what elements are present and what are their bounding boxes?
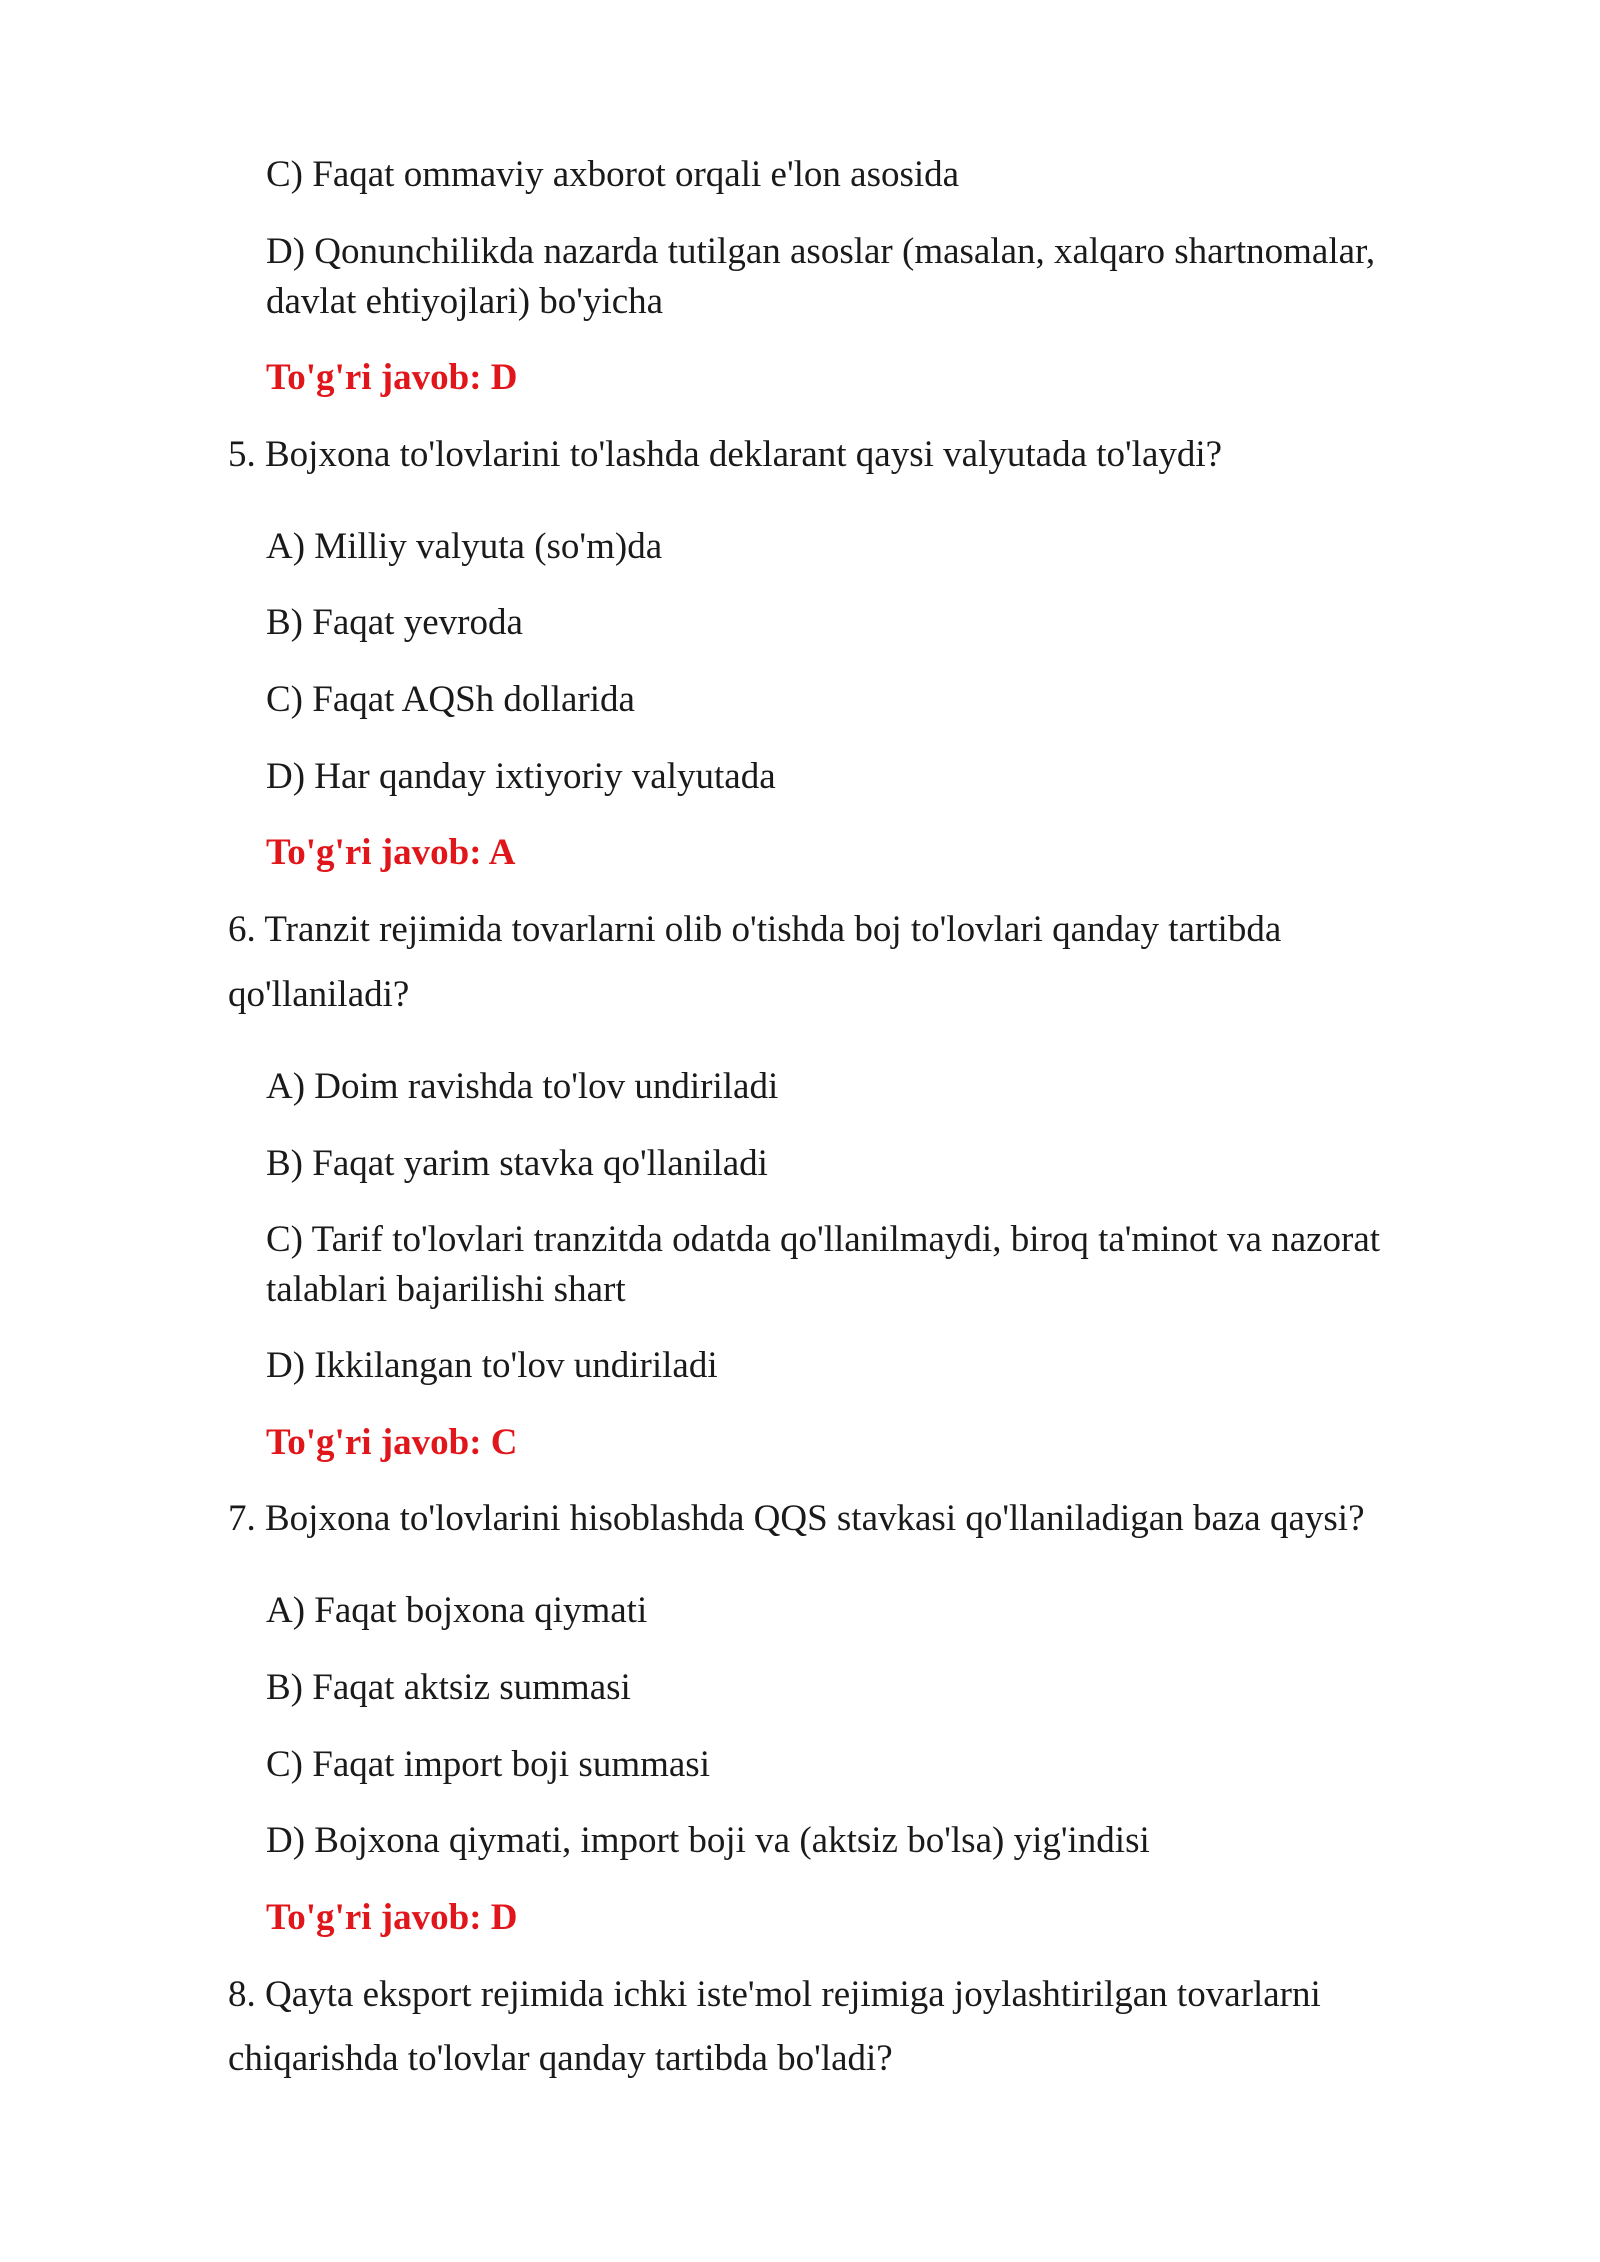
question-6: 6. Tranzit rejimida tovarlarni olib o'tishda boj to'lovlari qanday tartibda: [228, 909, 1282, 950]
question-8-continued: chiqarishda to'lovlar qanday tartibda bo'ladi?: [228, 2038, 893, 2079]
option-c-q6-continued: talablari bajarilishi shart: [266, 1269, 626, 1310]
option-d-q5: D) Har qanday ixtiyoriy valyutada: [266, 756, 776, 797]
option-b-q7: B) Faqat aktsiz summasi: [266, 1667, 631, 1708]
question-6-continued: qo'llaniladi?: [228, 974, 410, 1015]
option-c-q4: C) Faqat ommaviy axborot orqali e'lon asosida: [266, 154, 960, 195]
correct-answer-q7: To'g'ri javob: D: [266, 1897, 518, 1938]
option-d-q4-continued: davlat ehtiyojlari) bo'yicha: [266, 281, 664, 322]
option-d-q7: D) Bojxona qiymati, import boji va (aktsiz bo'lsa) yig'indisi: [266, 1820, 1150, 1861]
option-c-q5: C) Faqat AQSh dollarida: [266, 679, 635, 720]
option-c-q6: C) Tarif to'lovlari tranzitda odatda qo'llanilmaydi, biroq ta'minot va nazorat: [266, 1219, 1381, 1260]
correct-answer-q4: To'g'ri javob: D: [266, 357, 518, 398]
option-b-q6: B) Faqat yarim stavka qo'llaniladi: [266, 1143, 768, 1184]
question-5: 5. Bojxona to'lovlarini to'lashda deklarant qaysi valyutada to'laydi?: [228, 434, 1223, 475]
option-a-q6: A) Doim ravishda to'lov undiriladi: [266, 1066, 779, 1107]
question-8: 8. Qayta eksport rejimida ichki iste'mol rejimiga joylashtirilgan tovarlarni: [228, 1974, 1321, 2015]
option-d-q6: D) Ikkilangan to'lov undiriladi: [266, 1345, 718, 1386]
question-7: 7. Bojxona to'lovlarini hisoblashda QQS stavkasi qo'llaniladigan baza qaysi?: [228, 1498, 1365, 1539]
option-a-q5: A) Milliy valyuta (so'm)da: [266, 526, 663, 567]
option-d-q4: D) Qonunchilikda nazarda tutilgan asoslar (masalan, xalqaro shartnomalar,: [266, 231, 1376, 272]
option-b-q5: B) Faqat yevroda: [266, 602, 523, 643]
correct-answer-q5: To'g'ri javob: A: [266, 832, 516, 873]
correct-answer-q6: To'g'ri javob: C: [266, 1422, 518, 1463]
option-c-q7: C) Faqat import boji summasi: [266, 1744, 710, 1785]
option-a-q7: A) Faqat bojxona qiymati: [266, 1590, 648, 1631]
